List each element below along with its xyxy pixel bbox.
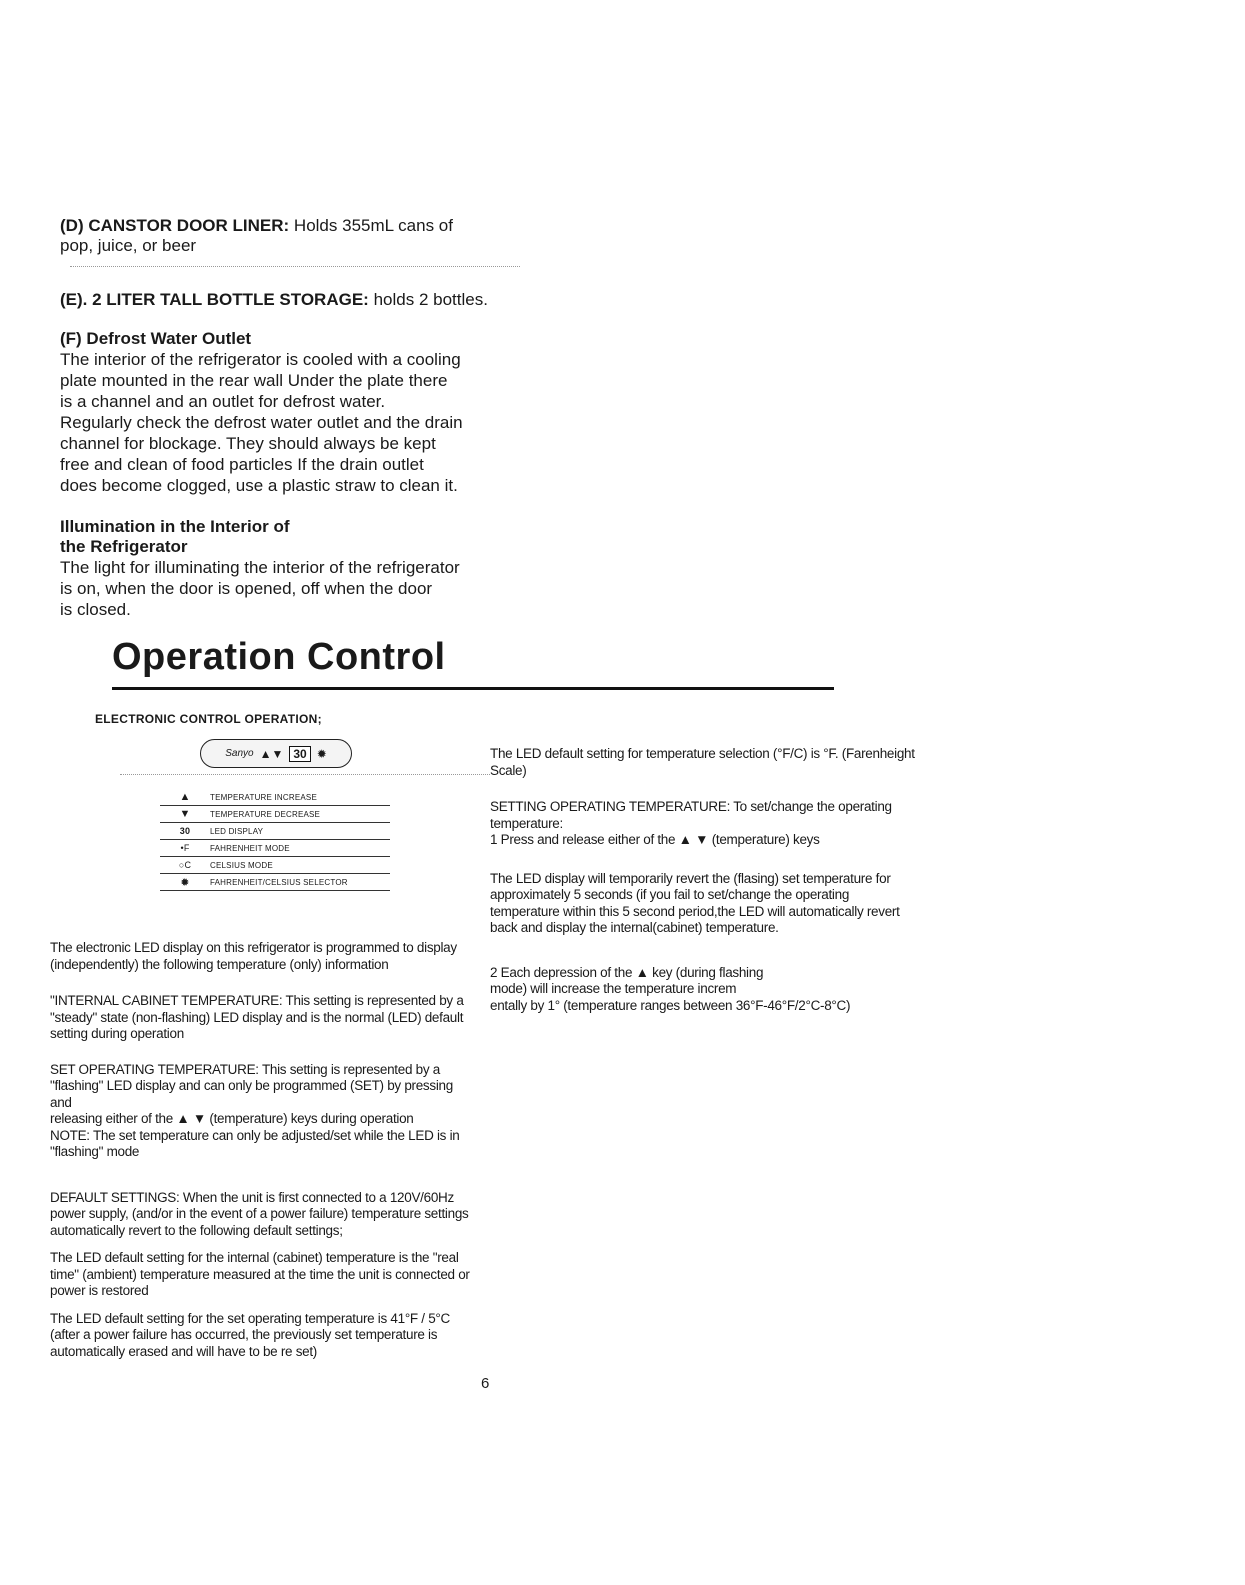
internal-line: "INTERNAL CABINET TEMPERATURE: This setting is represented by a: [50, 993, 464, 1008]
selector-icon: ✹: [180, 876, 190, 889]
bottle-heading: (E). 2 LITER TALL BOTTLE STORAGE:: [60, 290, 369, 309]
led-display: 30: [289, 746, 310, 762]
set-temp-line: SET OPERATING TEMPERATURE: This setting is represented by a: [50, 1061, 440, 1077]
legend-label: CELSIUS MODE: [210, 860, 273, 870]
set-temp-line: NOTE: The set temperature can only be adjusted/set while the LED is in: [50, 1127, 460, 1143]
defrost-line: Regularly check the defrost water outlet and the drain: [60, 413, 463, 432]
intro-line: The electronic LED display on this refrigerator is programmed to display: [50, 940, 457, 955]
defrost-line: does become clogged, use a plastic straw to clean it.: [60, 476, 458, 495]
legend-row: [160, 823, 390, 840]
illumination-heading-2: the Refrigerator: [60, 537, 188, 556]
title-rule: [112, 687, 834, 690]
revert-line: approximately 5 seconds (if you fail to set/change the operating: [490, 887, 850, 902]
depression-line: 2 Each depression of the ▲ key (during flashing: [490, 964, 764, 980]
led-set-line: The LED default setting for the set operating temperature is 41°F / 5°C: [50, 1310, 450, 1326]
right-column: [490, 746, 915, 1014]
defrost-line: free and clean of food particles If the drain outlet: [60, 455, 424, 474]
setting-line: SETTING OPERATING TEMPERATURE: To set/change the operating: [490, 799, 892, 814]
set-temp-line: "flashing" mode: [50, 1144, 140, 1159]
bottle-section: [60, 290, 580, 310]
set-temp-line: releasing either of the ▲ ▼ (temperature) keys during operation: [50, 1111, 414, 1126]
revert-line: back and display the internal(cabinet) temperature.: [490, 920, 779, 935]
illumination-line: The light for illuminating the interior of the refrigerator: [60, 558, 460, 577]
left-column: [50, 940, 470, 1360]
defaults-line: automatically revert to the following default settings;: [50, 1222, 343, 1238]
up-down-icon: ▲▼: [259, 746, 284, 761]
defaults-line: power supply, (and/or in the event of a power failure) temperature settings: [50, 1206, 469, 1221]
illumination-heading-1: Illumination in the Interior of: [60, 517, 290, 536]
legend-label: TEMPERATURE DECREASE: [210, 809, 321, 819]
defrost-line: plate mounted in the rear wall Under the plate there: [60, 371, 448, 390]
defrost-line: is a channel and an outlet for defrost water.: [60, 392, 386, 411]
led-set-line: (after a power failure has occurred, the previously set temperature is: [50, 1327, 438, 1342]
default-scale-line: Scale): [490, 762, 527, 778]
defrost-section: [60, 329, 530, 496]
operation-title: Operation Control: [112, 636, 446, 678]
brand-logo: Sanyo: [225, 748, 254, 759]
defrost-line: channel for blockage. They should always be kept: [60, 434, 436, 453]
selector-icon: ✹: [316, 746, 327, 761]
legend-row: [160, 874, 390, 891]
led-set-line: automatically erased and will have to be re set): [50, 1343, 317, 1359]
internal-line: setting during operation: [50, 1026, 184, 1041]
control-panel-illustration: [200, 739, 352, 768]
legend-label: TEMPERATURE INCREASE: [210, 792, 317, 802]
scan-noise: [70, 266, 520, 268]
legend-row: [160, 806, 390, 823]
setting-line: 1 Press and release either of the ▲ ▼ (temperature) keys: [490, 832, 820, 847]
depression-line: entally by 1° (temperature ranges between 36°F-46°F/2°C-8°C): [490, 997, 851, 1013]
electronic-control-heading: ELECTRONIC CONTROL OPERATION;: [95, 712, 322, 726]
defrost-heading: (F) Defrost Water Outlet: [60, 329, 252, 348]
default-scale-line: The LED default setting for temperature selection (°F/C) is °F. (Farenheight: [490, 746, 915, 761]
setting-line: temperature:: [490, 815, 563, 831]
triangle-up-icon: ▲: [179, 791, 191, 803]
canstor-text-2: pop, juice, or beer: [60, 236, 197, 255]
bottle-text: holds 2 bottles.: [373, 290, 488, 309]
control-legend: [160, 789, 390, 891]
legend-label: FAHRENHEIT/CELSIUS SELECTOR: [210, 877, 348, 887]
defaults-line: DEFAULT SETTINGS: When the unit is first connected to a 120V/60Hz: [50, 1189, 454, 1205]
revert-line: temperature within this 5 second period,the LED will automatically revert: [490, 903, 900, 919]
illumination-line: is on, when the door is opened, off when the door: [60, 579, 433, 598]
legend-label: FAHRENHEIT MODE: [210, 843, 290, 853]
depression-line: mode) will increase the temperature increm: [490, 981, 737, 996]
led-internal-line: power is restored: [50, 1283, 149, 1298]
defrost-line: The interior of the refrigerator is cooled with a cooling: [60, 350, 461, 369]
set-temp-line: "flashing" LED display and can only be programmed (SET) by pressing and: [50, 1078, 453, 1110]
legend-row: [160, 857, 390, 874]
revert-line: The LED display will temporarily revert the (flasing) set temperature for: [490, 870, 891, 886]
fahrenheit-icon: •F: [180, 843, 190, 853]
led-display-icon: 30: [179, 826, 191, 836]
led-internal-line: time" (ambient) temperature measured at the time the unit is connected or: [50, 1266, 470, 1282]
legend-label: LED DISPLAY: [210, 826, 264, 836]
led-internal-line: The LED default setting for the internal (cabinet) temperature is the "real: [50, 1250, 459, 1265]
internal-line: "steady" state (non-flashing) LED display and is the normal (LED) default: [50, 1009, 464, 1025]
legend-row: [160, 789, 390, 806]
scan-noise: [120, 774, 490, 776]
illumination-section: [60, 517, 530, 620]
triangle-down-icon: ▼: [179, 808, 191, 820]
canstor-heading: (D) CANSTOR DOOR LINER:: [60, 216, 290, 235]
canstor-section: [60, 216, 530, 256]
illumination-line: is closed.: [60, 600, 131, 619]
canstor-text-1: Holds 355mL cans of: [293, 216, 453, 235]
page-number: 6: [481, 1375, 490, 1392]
legend-row: [160, 840, 390, 857]
celsius-icon: ○C: [178, 860, 192, 870]
intro-line: (independently) the following temperature (only) information: [50, 956, 389, 972]
